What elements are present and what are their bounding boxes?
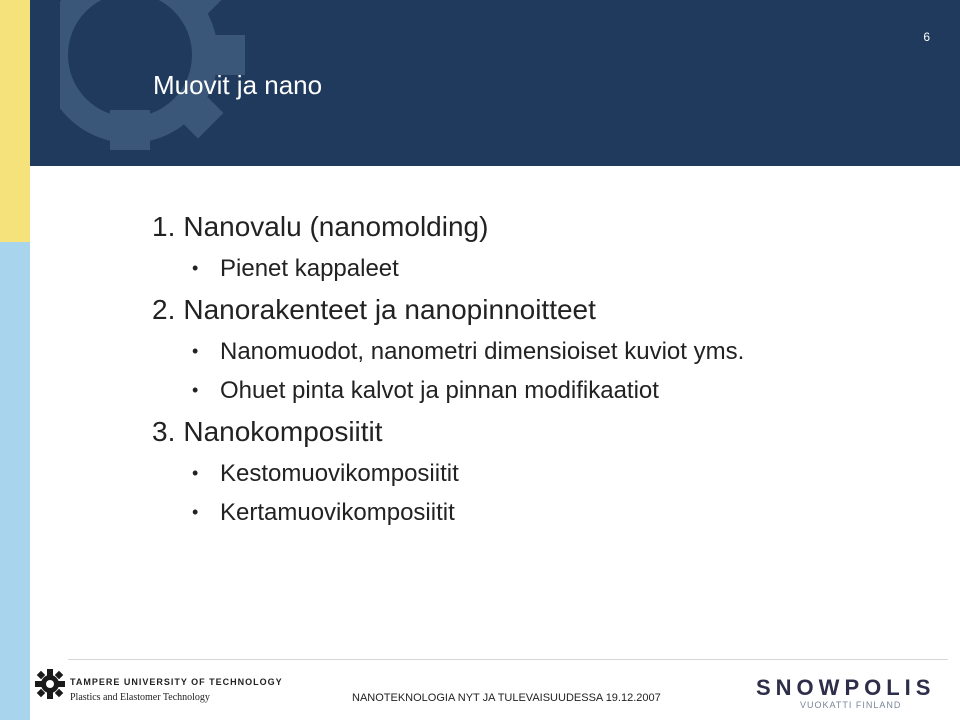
bullet-icon: • <box>192 502 199 522</box>
sub-item-text: Ohuet pinta kalvot ja pinnan modifikaatiot <box>220 376 659 404</box>
sub-item-text: Pienet kappaleet <box>220 254 399 282</box>
bullet-icon: • <box>192 341 199 361</box>
snowpolis-subtitle: VUOKATTI FINLAND <box>800 700 902 710</box>
sub-item-text: Kestomuovikomposiitit <box>220 459 459 487</box>
list-number: 3. <box>152 416 176 447</box>
left-accent-strip-blue <box>0 242 30 720</box>
sub-item <box>152 249 932 288</box>
sub-item <box>152 371 932 410</box>
sub-item <box>152 493 932 532</box>
bullet-icon: • <box>192 463 199 483</box>
slide-title: Muovit ja nano <box>153 70 323 100</box>
list-item-text: Nanorakenteet ja nanopinnoitteet <box>183 294 596 325</box>
sub-item <box>152 454 932 493</box>
list-item-text: Nanovalu (nanomolding) <box>183 211 489 242</box>
list-number: 1. <box>152 211 176 242</box>
bullet-icon: • <box>192 380 199 400</box>
sub-item-text: Nanomuodot, nanometri dimensioiset kuviot yms. <box>220 337 745 365</box>
snowpolis-logo: SNOWPOLIS <box>756 675 936 700</box>
slide-number: 6 <box>923 30 930 44</box>
footer-divider <box>68 659 948 660</box>
sub-item-text: Kertamuovikomposiitit <box>220 498 455 526</box>
university-name: TAMPERE UNIVERSITY OF TECHNOLOGY <box>70 677 283 687</box>
left-accent-strip-yellow <box>0 0 30 242</box>
sub-item <box>152 332 932 371</box>
list-item-3 <box>152 410 932 454</box>
bullet-icon: • <box>192 258 199 278</box>
department-name: Plastics and Elastomer Technology <box>70 692 210 703</box>
slide-content <box>152 205 932 532</box>
tut-gear-logo-icon <box>34 668 66 700</box>
list-item-text: Nanokomposiitit <box>183 416 383 447</box>
list-item-1 <box>152 205 932 249</box>
list-item-2 <box>152 288 932 332</box>
list-number: 2. <box>152 294 176 325</box>
event-footer: NANOTEKNOLOGIA NYT JA TULEVAISUUDESSA 19.12.2007 <box>352 692 661 704</box>
